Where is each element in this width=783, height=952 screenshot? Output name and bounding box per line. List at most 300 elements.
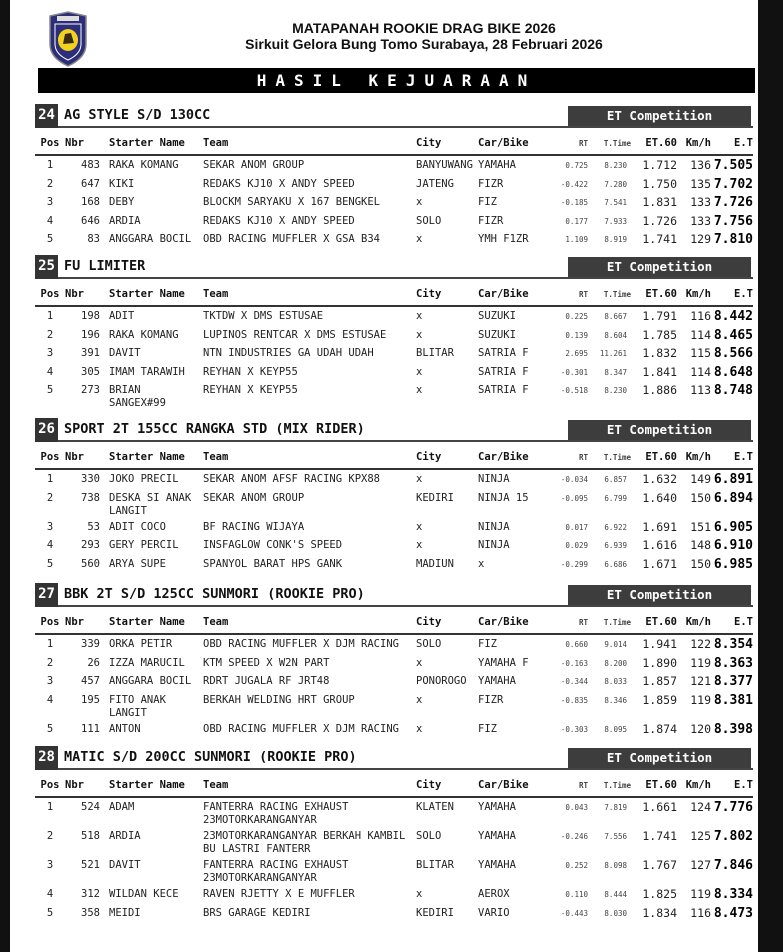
cell-kmh: 114: [690, 327, 711, 342]
cell-starter-name: GERY PERCIL: [109, 539, 179, 551]
cell-et60: 1.941: [642, 637, 677, 651]
cell-nbr: 560: [81, 557, 100, 570]
cell-starter-name: IMAM TARAWIH: [109, 365, 185, 378]
cell-bike: NINJA: [478, 520, 510, 533]
column-header-starter-name: Starter Name: [109, 770, 203, 797]
cell-starter-name: ADAM: [109, 801, 135, 813]
cell-t-time: 8.200: [604, 658, 627, 668]
cell-starter-name: ARYA SUPE: [109, 557, 166, 570]
cell-et60: 1.750: [642, 176, 677, 191]
cell-t-time: 8.095: [604, 724, 627, 734]
cell-starter-name: ANGGARA BOCIL: [109, 675, 192, 687]
cell-et60: 1.886: [642, 383, 677, 397]
cell-bike: NINJA 15: [478, 491, 529, 504]
cell-team: BERKAH WELDING HRT GROUP: [203, 693, 355, 706]
column-header-t-time: T.Time: [588, 279, 631, 306]
cell-nbr: 483: [81, 159, 100, 171]
results-table: [35, 279, 753, 410]
results-table: [35, 770, 753, 922]
table-row: [35, 489, 753, 518]
cell-t-time: 8.346: [604, 695, 627, 705]
cell-city: x: [416, 365, 423, 378]
table-row: [35, 634, 753, 654]
table-row: [35, 904, 753, 923]
table-row: [35, 827, 753, 856]
cell-nbr: 305: [81, 365, 100, 378]
cell-pos: 5: [46, 722, 54, 735]
cell-bike: VARIO: [478, 906, 510, 919]
column-header-rt: RT: [545, 442, 588, 469]
cell-et60: 1.712: [642, 158, 677, 172]
column-header-et: E.T: [711, 607, 753, 634]
cell-nbr: 646: [81, 214, 100, 227]
class-title-bar: [35, 104, 753, 128]
cell-et60: 1.741: [642, 232, 677, 246]
column-header-team: Team: [203, 442, 416, 469]
cell-et: 7.810: [713, 232, 753, 247]
table-row: [35, 469, 753, 489]
cell-t-time: 6.686: [604, 559, 627, 569]
column-header-pos: Pos: [35, 128, 65, 155]
cell-et60: 1.825: [642, 887, 677, 901]
cell-bike: YMH F1ZR: [478, 233, 529, 245]
cell-t-time: 8.230: [604, 161, 627, 170]
cell-et: 6.891: [713, 472, 753, 487]
cell-kmh: 121: [690, 674, 711, 688]
cell-bike: YAMAHA: [478, 859, 516, 871]
cell-city: SOLO: [416, 638, 442, 650]
cell-rt: -0.185: [560, 198, 588, 207]
column-header-et: E.T: [711, 442, 753, 469]
table-row: [35, 856, 753, 885]
cell-t-time: 7.280: [604, 179, 627, 189]
cell-et: 8.648: [713, 364, 753, 380]
cell-kmh: 150: [690, 490, 711, 505]
cell-pos: 3: [46, 196, 54, 208]
cell-pos: 2: [46, 177, 54, 190]
cell-city: BLITAR: [416, 347, 454, 359]
cell-et: 8.398: [713, 721, 753, 737]
results-table: [35, 442, 753, 573]
cell-et: 6.894: [713, 490, 753, 506]
cell-et60: 1.616: [642, 538, 677, 552]
cell-starter-name: JOKO PRECIL: [109, 473, 179, 485]
cell-bike: FIZ: [478, 722, 497, 735]
cell-rt: -0.422: [560, 179, 588, 189]
cell-t-time: 9.014: [604, 640, 627, 649]
column-header-rt: RT: [545, 128, 588, 155]
cell-et60: 1.741: [642, 829, 677, 843]
cell-nbr: 293: [81, 539, 100, 551]
cell-city: x: [416, 539, 423, 551]
column-header-kmh: Km/h: [677, 607, 711, 634]
cell-et: 8.473: [713, 905, 753, 921]
class-number: 26: [35, 418, 58, 442]
event-title: MATAPANAH ROOKIE DRAG BIKE 2026: [292, 20, 556, 36]
competition-label: ET Competition: [568, 585, 751, 605]
cell-pos: 5: [46, 233, 54, 245]
cell-et60: 1.859: [642, 692, 677, 707]
column-header-bike: Car/Bike: [478, 442, 545, 469]
cell-team: TKTDW X DMS ESTUSAE: [203, 310, 324, 322]
column-header-starter-name: Starter Name: [109, 607, 203, 634]
results-page: [10, 0, 758, 952]
column-header-et60: ET.60: [631, 607, 677, 634]
competition-label: ET Competition: [568, 257, 751, 277]
column-header-kmh: Km/h: [677, 770, 711, 797]
cell-team: SEKAR ANOM GROUP: [203, 491, 305, 504]
cell-city: x: [416, 473, 423, 485]
cell-et: 8.377: [713, 674, 753, 689]
cell-team: SEKAR ANOM GROUP: [203, 159, 305, 171]
cell-kmh: 119: [690, 692, 711, 707]
table-row: [35, 344, 753, 363]
cell-rt: -0.034: [560, 475, 588, 484]
cell-city: JATENG: [416, 177, 454, 190]
column-header-bike: Car/Bike: [478, 607, 545, 634]
cell-t-time: 6.922: [604, 522, 627, 532]
cell-et: 8.381: [713, 692, 753, 708]
cell-rt: 0.225: [565, 312, 588, 321]
cell-nbr: 521: [81, 859, 100, 871]
cell-team: NTN INDUSTRIES GA UDAH UDAH: [203, 347, 374, 359]
cell-pos: 5: [46, 906, 54, 919]
cell-team: REYHAN X KEYP55: [203, 365, 298, 378]
cell-city: x: [416, 384, 423, 396]
cell-team: OBD RACING MUFFLER X DJM RACING: [203, 722, 399, 735]
cell-et60: 1.785: [642, 327, 677, 342]
table-row: [35, 363, 753, 382]
cell-et: 6.985: [713, 556, 753, 572]
column-header-kmh: Km/h: [677, 442, 711, 469]
cell-starter-name: KIKI: [109, 177, 135, 190]
cell-kmh: 115: [690, 346, 711, 360]
column-header-kmh: Km/h: [677, 128, 711, 155]
competition-label: ET Competition: [568, 106, 751, 126]
column-header-t-time: T.Time: [588, 442, 631, 469]
cell-city: KEDIRI: [416, 906, 454, 919]
cell-bike: FIZR: [478, 693, 504, 706]
cell-et60: 1.632: [642, 472, 677, 486]
class-name: BBK 2T S/D 125CC SUNMORI (ROOKIE PRO): [64, 586, 365, 602]
cell-rt: -0.344: [560, 677, 588, 686]
column-header-starter-name: Starter Name: [109, 442, 203, 469]
cell-team: SEKAR ANOM AFSF RACING KPX88: [203, 473, 381, 485]
class-title-bar: [35, 746, 753, 770]
cell-et60: 1.841: [642, 364, 677, 379]
cell-pos: 4: [46, 888, 54, 900]
cell-team: BLOCKM SARYAKU X 167 BENGKEL: [203, 196, 381, 208]
cell-team: REDAKS KJ10 X ANDY SPEED: [203, 177, 355, 190]
cell-city: KLATEN: [416, 801, 454, 813]
cell-et: 7.702: [713, 176, 753, 192]
cell-city: MADIUN: [416, 557, 454, 570]
cell-et60: 1.832: [642, 346, 677, 360]
cell-kmh: 150: [690, 556, 711, 571]
cell-bike: NINJA: [478, 473, 510, 485]
cell-kmh: 124: [690, 800, 711, 814]
cell-t-time: 8.444: [604, 890, 627, 899]
cell-t-time: 7.933: [604, 216, 627, 226]
cell-nbr: 358: [81, 906, 100, 919]
column-header-rt: RT: [545, 770, 588, 797]
cell-nbr: 647: [81, 177, 100, 190]
cell-t-time: 8.347: [604, 367, 627, 377]
cell-rt: -0.095: [560, 493, 588, 503]
column-header-city: City: [416, 607, 478, 634]
table-row: [35, 672, 753, 691]
cell-team: FANTERRA RACING EXHAUST 23MOTORKARANGANYAR: [203, 859, 349, 884]
cell-city: KEDIRI: [416, 491, 454, 504]
column-header-pos: Pos: [35, 607, 65, 634]
cell-bike: SATRIA F: [478, 347, 529, 359]
cell-rt: 0.139: [565, 330, 588, 340]
cell-nbr: 738: [81, 491, 100, 504]
cell-starter-name: ADIT COCO: [109, 520, 166, 533]
cell-city: x: [416, 196, 423, 208]
cell-rt: -0.246: [560, 832, 588, 841]
cell-et: 7.726: [713, 195, 753, 210]
cell-pos: 1: [46, 638, 54, 650]
class-number: 28: [35, 746, 58, 770]
cell-pos: 2: [46, 656, 54, 669]
table-row: [35, 326, 753, 345]
cell-bike: YAMAHA: [478, 675, 516, 687]
cell-kmh: 116: [690, 905, 711, 920]
results-table: [35, 128, 753, 249]
cell-pos: 5: [46, 384, 54, 396]
column-header-rt: RT: [545, 279, 588, 306]
cell-starter-name: ANTON: [109, 722, 141, 735]
cell-city: PONOROGO: [416, 675, 467, 687]
cell-t-time: 7.541: [604, 198, 627, 207]
table-row: [35, 691, 753, 720]
column-header-et: E.T: [711, 770, 753, 797]
cell-et: 6.905: [713, 519, 753, 535]
cell-nbr: 83: [87, 233, 100, 245]
cell-rt: -0.303: [560, 724, 588, 734]
cell-et: 7.756: [713, 213, 753, 229]
cell-city: x: [416, 310, 423, 322]
cell-et: 8.334: [713, 887, 753, 902]
cell-bike: FIZR: [478, 177, 504, 190]
column-header-team: Team: [203, 279, 416, 306]
cell-kmh: 135: [690, 176, 711, 191]
cell-rt: -0.835: [560, 695, 588, 705]
cell-starter-name: BRIAN SANGEX#99: [109, 384, 166, 409]
cell-city: BLITAR: [416, 859, 454, 871]
cell-pos: 1: [46, 310, 54, 322]
cell-t-time: 8.230: [604, 386, 627, 395]
table-header: [35, 607, 753, 634]
column-header-city: City: [416, 442, 478, 469]
cell-rt: -0.301: [560, 367, 588, 377]
column-header-nbr: Nbr: [65, 770, 109, 797]
cell-starter-name: RAKA KOMANG: [109, 159, 179, 171]
cell-nbr: 457: [81, 675, 100, 687]
table-header: [35, 279, 753, 306]
cell-nbr: 195: [81, 693, 100, 706]
cell-starter-name: ARDIA: [109, 830, 141, 842]
cell-et60: 1.726: [642, 213, 677, 228]
table-row: [35, 230, 753, 249]
cell-rt: -0.163: [560, 658, 588, 668]
cell-team: LUPINOS RENTCAR X DMS ESTUSAE: [203, 328, 387, 341]
cell-kmh: 114: [690, 364, 711, 379]
cell-t-time: 6.799: [604, 493, 627, 503]
cell-nbr: 312: [81, 888, 100, 900]
class-section: [35, 583, 753, 738]
cell-et60: 1.890: [642, 655, 677, 670]
column-header-et: E.T: [711, 279, 753, 306]
cell-nbr: 330: [81, 473, 100, 485]
column-header-et60: ET.60: [631, 770, 677, 797]
column-header-et60: ET.60: [631, 279, 677, 306]
cell-pos: 4: [46, 365, 54, 378]
cell-nbr: 168: [81, 196, 100, 208]
results-table: [35, 607, 753, 738]
cell-team: REYHAN X KEYP55: [203, 384, 298, 396]
column-header-nbr: Nbr: [65, 279, 109, 306]
column-header-et: E.T: [711, 128, 753, 155]
column-header-city: City: [416, 128, 478, 155]
class-name: SPORT 2T 155CC RANGKA STD (MIX RIDER): [64, 421, 365, 437]
cell-pos: 4: [46, 693, 54, 706]
cell-bike: x: [478, 557, 485, 570]
cell-pos: 2: [46, 328, 54, 341]
cell-t-time: 7.556: [604, 832, 627, 841]
cell-et60: 1.791: [642, 309, 677, 323]
cell-rt: -0.518: [560, 386, 588, 395]
table-row: [35, 306, 753, 326]
cell-kmh: 119: [690, 887, 711, 901]
cell-city: x: [416, 520, 423, 533]
column-header-pos: Pos: [35, 279, 65, 306]
class-number: 24: [35, 104, 58, 128]
column-header-nbr: Nbr: [65, 607, 109, 634]
cell-team: OBD RACING MUFFLER X DJM RACING: [203, 638, 399, 650]
cell-rt: 0.252: [565, 861, 588, 870]
cell-starter-name: FITO ANAK LANGIT: [109, 693, 166, 719]
cell-team: OBD RACING MUFFLER X GSA B34: [203, 233, 381, 245]
cell-rt: 1.109: [565, 235, 588, 244]
cell-starter-name: MEIDI: [109, 906, 141, 919]
cell-city: BANYUWANG: [416, 159, 473, 171]
cell-bike: SUZUKI: [478, 328, 516, 341]
table-row: [35, 536, 753, 555]
competition-label: ET Competition: [568, 420, 751, 440]
cell-et: 8.748: [713, 383, 753, 398]
table-header: [35, 442, 753, 469]
class-name: MATIC S/D 200CC SUNMORI (ROOKIE PRO): [64, 749, 357, 765]
cell-bike: SUZUKI: [478, 310, 516, 322]
class-number: 27: [35, 583, 58, 607]
cell-nbr: 339: [81, 638, 100, 650]
class-section: [35, 418, 753, 573]
cell-pos: 2: [46, 491, 54, 504]
cell-starter-name: RAKA KOMANG: [109, 328, 179, 341]
cell-et: 8.442: [713, 309, 753, 324]
class-name: FU LIMITER: [64, 258, 146, 274]
cell-rt: -0.299: [560, 559, 588, 569]
cell-team: BF RACING WIJAYA: [203, 520, 305, 533]
table-row: [35, 518, 753, 537]
cell-pos: 3: [46, 675, 54, 687]
table-row: [35, 175, 753, 194]
cell-pos: 3: [46, 347, 54, 359]
cell-nbr: 196: [81, 328, 100, 341]
cell-t-time: 8.604: [604, 330, 627, 340]
cell-et60: 1.857: [642, 674, 677, 688]
cell-bike: NINJA: [478, 539, 510, 551]
cell-team: 23MOTORKARANGANYAR BERKAH KAMBIL BU LASTRI FANTERR: [203, 830, 406, 855]
cell-et: 7.505: [713, 158, 753, 173]
cell-kmh: 133: [690, 213, 711, 228]
cell-kmh: 120: [690, 721, 711, 736]
cell-nbr: 391: [81, 347, 100, 359]
cell-starter-name: DAVIT: [109, 859, 141, 871]
cell-city: x: [416, 888, 423, 900]
cell-t-time: 8.033: [604, 677, 627, 686]
cell-et: 7.846: [713, 858, 753, 873]
column-header-rt: RT: [545, 607, 588, 634]
column-header-et60: ET.60: [631, 442, 677, 469]
table-row: [35, 381, 753, 410]
cell-rt: 0.017: [565, 522, 588, 532]
cell-starter-name: ADIT: [109, 310, 135, 322]
cell-kmh: 149: [690, 472, 711, 486]
cell-rt: 0.043: [565, 803, 588, 812]
column-header-pos: Pos: [35, 770, 65, 797]
cell-et60: 1.691: [642, 519, 677, 534]
cell-starter-name: ORKA PETIR: [109, 638, 173, 650]
cell-rt: 0.660: [565, 640, 588, 649]
cell-et: 6.910: [713, 538, 753, 553]
table-header: [35, 128, 753, 155]
cell-kmh: 127: [690, 858, 711, 872]
cell-et60: 1.671: [642, 556, 677, 571]
cell-team: KTM SPEED X W2N PART: [203, 656, 330, 669]
table-header: [35, 770, 753, 797]
cell-nbr: 53: [87, 520, 100, 533]
cell-et60: 1.661: [642, 800, 677, 814]
column-header-pos: Pos: [35, 442, 65, 469]
cell-et: 8.354: [713, 637, 753, 652]
cell-et: 8.465: [713, 327, 753, 343]
cell-nbr: 273: [81, 384, 100, 396]
cell-city: x: [416, 656, 423, 669]
class-number: 25: [35, 255, 58, 279]
table-row: [35, 193, 753, 212]
cell-rt: 0.110: [565, 890, 588, 899]
cell-city: x: [416, 722, 423, 735]
class-title-bar: [35, 255, 753, 279]
cell-t-time: 8.919: [604, 235, 627, 244]
cell-et60: 1.874: [642, 721, 677, 736]
cell-starter-name: DESKA SI ANAK LANGIT: [109, 491, 192, 517]
column-header-nbr: Nbr: [65, 442, 109, 469]
cell-bike: FIZ: [478, 196, 497, 208]
cell-rt: 2.695: [565, 349, 588, 358]
right-border: [758, 0, 783, 952]
cell-bike: SATRIA F: [478, 365, 529, 378]
column-header-starter-name: Starter Name: [109, 128, 203, 155]
cell-team: RAVEN RJETTY X E MUFFLER: [203, 888, 355, 900]
column-header-team: Team: [203, 770, 416, 797]
cell-t-time: 6.939: [604, 541, 627, 550]
cell-kmh: 148: [690, 538, 711, 552]
cell-kmh: 129: [690, 232, 711, 246]
